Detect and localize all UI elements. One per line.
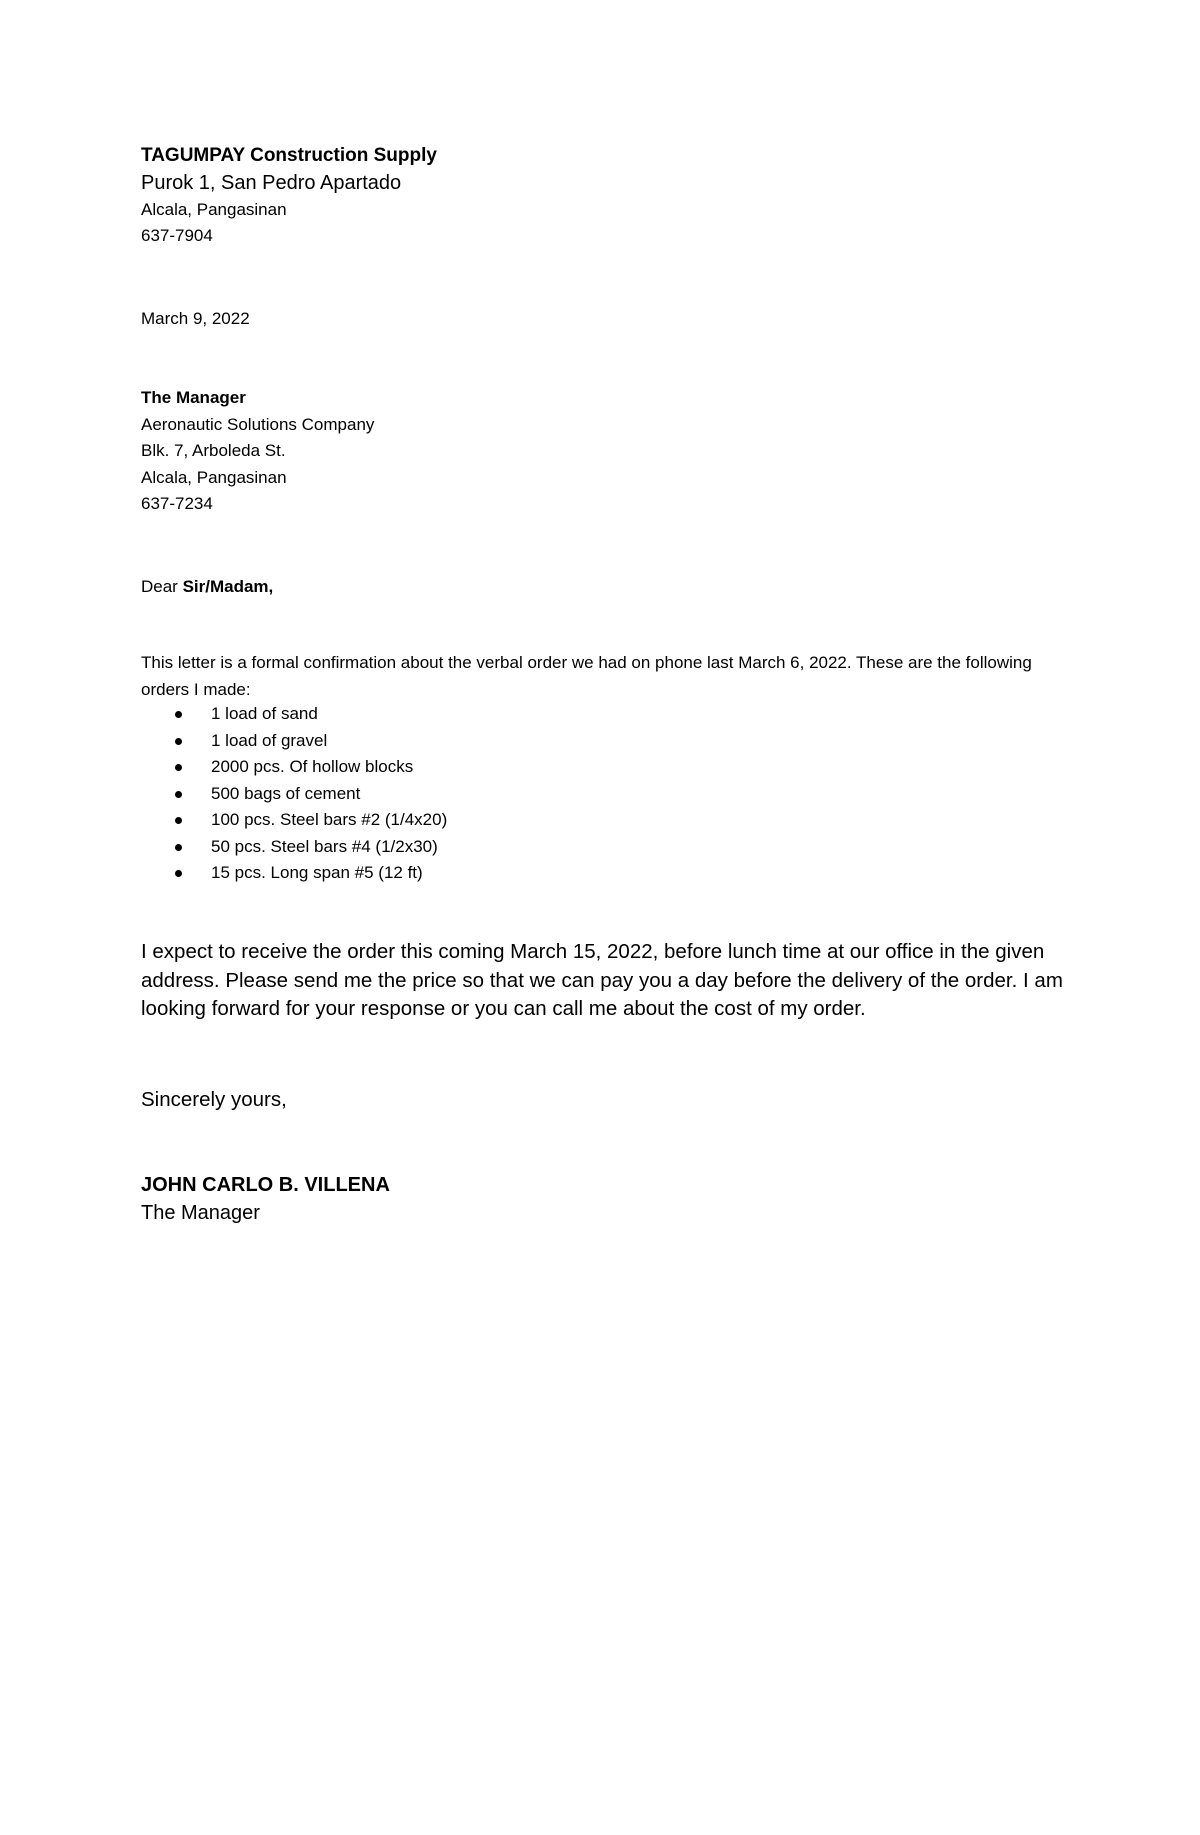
salutation-name: Sir/Madam, (182, 577, 274, 596)
date-text: March 9, 2022 (141, 309, 250, 328)
sender-city: Alcala, Pangasinan (141, 200, 287, 219)
closing-text: Sincerely yours, (141, 1088, 287, 1111)
body-paragraph-2 (141, 938, 1071, 1024)
order-item-text: 2000 pcs. Of hollow blocks (211, 757, 414, 776)
order-item-text: 1 load of gravel (211, 730, 328, 750)
list-item (141, 781, 447, 808)
salutation (141, 574, 1071, 600)
recipient-city: Alcala, Pangasinan (141, 467, 287, 487)
signature-name: JOHN CARLO B. VILLENA (141, 1174, 390, 1196)
sender-company: TAGUMPAY Construction Supply (141, 145, 437, 166)
order-list (141, 701, 447, 887)
list-item (141, 807, 447, 834)
recipient-phone: 637-7234 (141, 494, 213, 513)
sender-phone: 637-7904 (141, 226, 213, 245)
order-item-text: 50 pcs. Steel bars #4 (1/2x30) (211, 836, 438, 856)
list-item (141, 728, 447, 755)
sender-street: Purok 1, San Pedro Apartado (141, 172, 402, 194)
recipient-street: Blk. 7, Arboleda St. (141, 441, 286, 460)
recipient-company: Aeronautic Solutions Company (141, 414, 375, 434)
order-item-text: 500 bags of cement (211, 783, 361, 803)
sender-address (141, 143, 1071, 249)
salutation-prefix: Dear (141, 577, 183, 596)
paragraph-2-text: I expect to receive the order this coming March 15, 2022, before lunch time at our office in the given address. Please send me the price so that we can pay you a day before the delivery of the order. I am looking forward for your response or you can call me about the cost of my order. (141, 940, 1063, 1020)
bullet-icon (175, 844, 182, 851)
closing (141, 1086, 1071, 1114)
order-item-text: 1 load of sand (211, 704, 318, 723)
recipient-address (141, 385, 1071, 518)
signature-block (141, 1171, 1071, 1227)
order-item-text: 15 pcs. Long span #5 (12 ft) (211, 863, 423, 882)
signature-title: The Manager (141, 1202, 260, 1224)
bullet-icon (175, 791, 182, 798)
bullet-icon (175, 817, 182, 824)
bullet-icon (175, 870, 182, 877)
order-item-text: 100 pcs. Steel bars #2 (1/4x20) (211, 810, 448, 829)
bullet-icon (175, 711, 182, 718)
list-item (141, 754, 447, 781)
bullet-icon (175, 738, 182, 745)
list-item (141, 834, 447, 861)
letter-date (141, 306, 1071, 332)
recipient-title: The Manager (141, 388, 246, 407)
body-paragraph-1 (141, 650, 1071, 703)
paragraph-1-text: This letter is a formal confirmation about the verbal order we had on phone last March 6, 2022. These are the following orders I made: (141, 653, 1032, 699)
bullet-icon (175, 764, 182, 771)
list-item (141, 701, 447, 728)
list-item (141, 860, 447, 887)
